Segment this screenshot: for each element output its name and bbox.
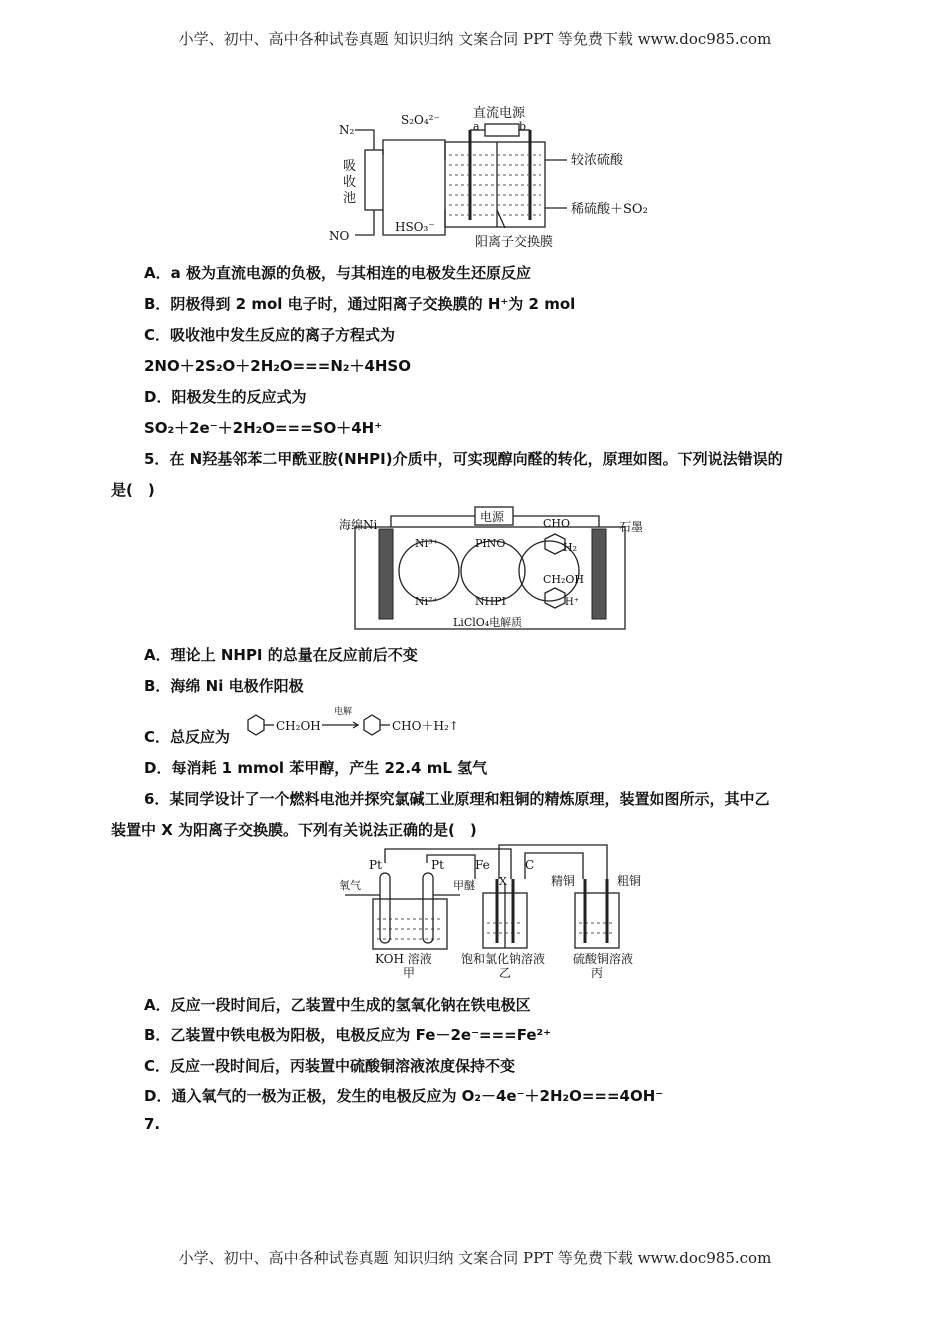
terminal-b-label: b — [519, 120, 527, 133]
yi-label: 乙 — [499, 966, 512, 980]
q6-option-b: B．乙装置中铁电极为阳极，电极反应为 Fe－2e⁻===Fe²⁺ — [144, 1026, 552, 1044]
fuel-cell-electrolysis-diagram — [335, 843, 655, 983]
nhpi-label: NHPI — [475, 595, 506, 608]
benzene-ring-reactant — [248, 715, 264, 735]
membrane-x-label: X — [499, 875, 507, 888]
graphite-electrode — [592, 529, 606, 619]
electrolyte-label: LiClO₄电解质 — [453, 616, 523, 629]
beaker-bing — [575, 893, 619, 948]
benzene-ring-product — [364, 715, 380, 735]
beaker-jia — [373, 899, 447, 949]
ether-label: 甲醚 — [453, 879, 475, 892]
cuso4-label: 硫酸铜溶液 — [573, 952, 634, 966]
q7-number: 7. — [144, 1115, 161, 1133]
graphite-label: 石墨 — [619, 520, 644, 534]
q5-stem-line1: 5．在 N羟基邻苯二甲酰亚胺(NHPI)介质中，可实现醇向醛的转化，原理如图。下列说法错误的 — [144, 450, 783, 468]
electrolysis-absorber-diagram — [325, 100, 665, 250]
overall-reaction-equation — [240, 700, 480, 744]
power-source-label: 直流电源 — [473, 106, 526, 121]
dilute-acid-label: 稀硫酸＋SO₂ — [571, 202, 648, 217]
hso3-label: HSO₃⁻ — [395, 220, 435, 234]
q4-option-c-equation: 2NO＋2S₂O＋2H₂O===N₂＋4HSO — [144, 357, 411, 375]
jia-label: 甲 — [403, 966, 416, 980]
h2-label: H₂ — [563, 541, 578, 554]
page-footer: 小学、初中、高中各种试卷真题 知识归纳 文案合同 PPT 等免费下载 www.doc985.com — [178, 1249, 772, 1267]
q6-stem-line2: 装置中 X 为阳离子交换膜。下列有关说法正确的是( ) — [111, 821, 477, 839]
absorber-label-3: 池 — [343, 191, 357, 206]
q4-option-c: C．吸收池中发生反应的离子方程式为 — [144, 326, 396, 344]
q5-option-d: D．每消耗 1 mmol 苯甲醇，产生 22.4 mL 氢气 — [144, 759, 488, 777]
nhpi-electrolysis-diagram — [335, 505, 655, 633]
pt1-label: Pt — [369, 858, 382, 872]
pino-label: PINO — [475, 537, 506, 550]
q5-option-a: A．理论上 NHPI 的总量在反应前后不变 — [144, 646, 418, 664]
fe-label: Fe — [475, 858, 490, 872]
q6-option-a: A．反应一段时间后，乙装置中生成的氢氧化钠在铁电极区 — [144, 996, 531, 1014]
q4-option-d: D．阳极发生的反应式为 — [144, 388, 307, 406]
q6-stem-line1: 6．某同学设计了一个燃料电池并探究氯碱工业原理和粗铜的精炼原理，装置如图所示，其中乙 — [144, 790, 770, 808]
nickel-label: 海绵Ni — [339, 518, 378, 532]
product-cho: CHO＋H₂↑ — [392, 719, 459, 733]
ni3-label: Ni³⁺ — [415, 537, 439, 550]
pt2-label: Pt — [431, 858, 444, 872]
page-header: 小学、初中、高中各种试卷真题 知识归纳 文案合同 PPT 等免费下载 www.doc985.com — [178, 30, 772, 48]
q4-option-d-equation: SO₂＋2e⁻＋2H₂O===SO＋4H⁺ — [144, 419, 383, 437]
electrolysis-condition: 电解 — [334, 707, 353, 717]
q5-stem-line2: 是( ) — [111, 481, 155, 499]
bing-label: 丙 — [591, 966, 604, 980]
q5-power-label: 电源 — [480, 510, 505, 524]
q4-option-a: A．a 极为直流电源的负极，与其相连的电极发生还原反应 — [144, 264, 531, 282]
n2-label: N₂ — [339, 123, 355, 137]
q6-option-d: D．通入氧气的一极为正极，发生的电极反应为 O₂－4e⁻＋2H₂O===4OH⁻ — [144, 1087, 664, 1105]
q5-option-c-label: C．总反应为 — [144, 728, 231, 746]
q4-option-b: B．阴极得到 2 mol 电子时，通过阳离子交换膜的 H⁺为 2 mol — [144, 295, 576, 313]
q5-option-b: B．海绵 Ni 电极作阳极 — [144, 677, 304, 695]
s2o4-label: S₂O₄²⁻ — [401, 113, 440, 127]
power-source-box — [485, 124, 519, 136]
no-label: NO — [329, 229, 350, 243]
absorber-label-1: 吸 — [343, 159, 357, 174]
absorber-column — [365, 150, 383, 210]
koh-label: KOH 溶液 — [375, 952, 432, 966]
hplus-label: H⁺ — [565, 597, 579, 608]
terminal-a-label: a — [473, 120, 480, 133]
ni2-label: Ni²⁺ — [415, 595, 439, 608]
membrane-label: 阳离子交换膜 — [475, 235, 554, 250]
oxygen-label: 氧气 — [339, 879, 361, 892]
cho-label: CHO — [543, 517, 571, 530]
ch2oh-label: CH₂OH — [543, 573, 585, 586]
q6-option-c: C．反应一段时间后，丙装置中硫酸铜溶液浓度保持不变 — [144, 1057, 516, 1075]
nacl-label: 饱和氯化钠溶液 — [461, 952, 546, 966]
absorber-label-2: 收 — [343, 175, 357, 190]
nickel-electrode — [379, 529, 393, 619]
pure-cu-label: 精铜 — [551, 874, 576, 888]
reactant-ch2oh: CH₂OH — [276, 719, 321, 733]
c-label: C — [525, 858, 535, 872]
conc-acid-label: 较浓硫酸 — [571, 153, 624, 168]
crude-cu-label: 粗铜 — [617, 874, 642, 888]
